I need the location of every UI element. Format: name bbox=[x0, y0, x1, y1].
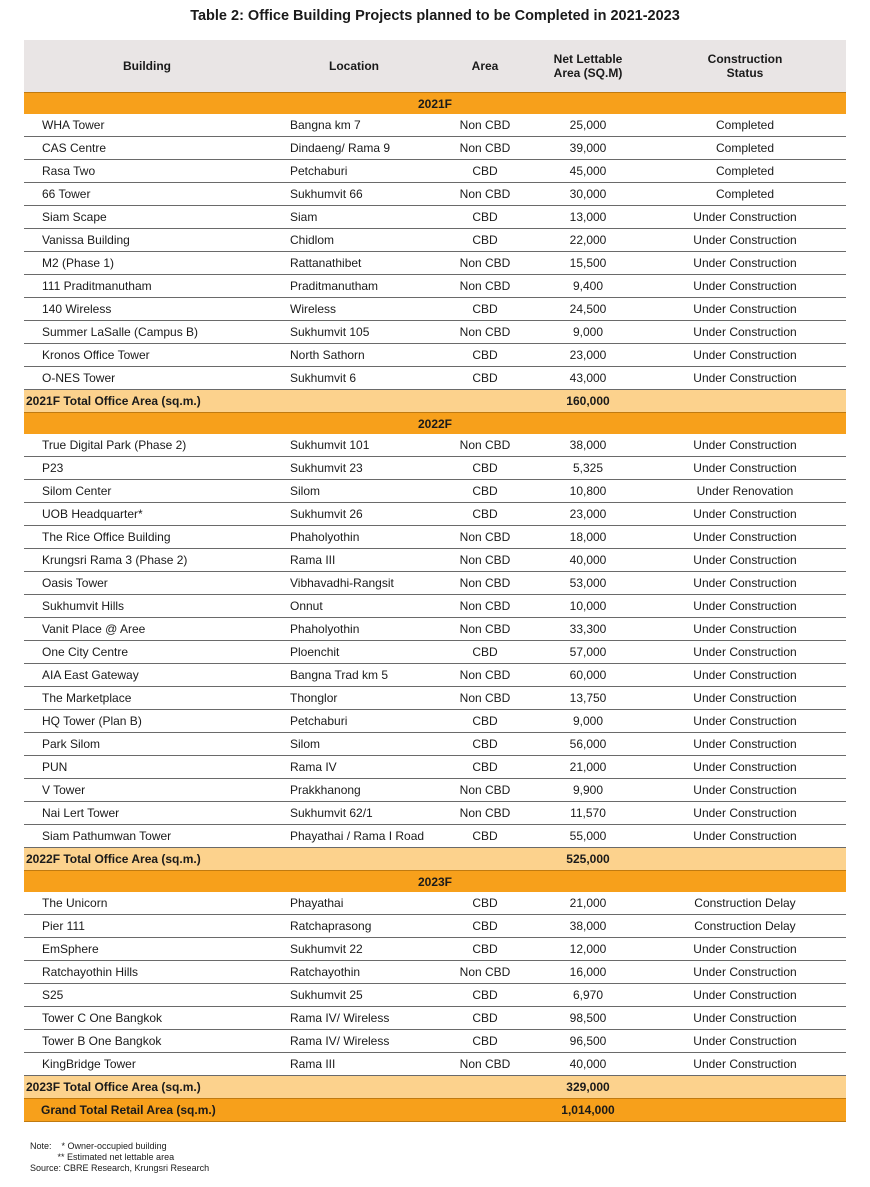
area-cell: Non CBD bbox=[438, 183, 532, 206]
total-value: 329,000 bbox=[532, 1076, 644, 1099]
year-header-row bbox=[24, 93, 846, 115]
building-cell: WHA Tower bbox=[24, 114, 270, 137]
nla-cell: 15,500 bbox=[532, 252, 644, 275]
nla-cell: 24,500 bbox=[532, 298, 644, 321]
nla-cell: 56,000 bbox=[532, 733, 644, 756]
nla-cell: 45,000 bbox=[532, 160, 644, 183]
building-cell: O-NES Tower bbox=[24, 367, 270, 390]
nla-cell: 18,000 bbox=[532, 526, 644, 549]
area-cell: CBD bbox=[438, 229, 532, 252]
area-cell: CBD bbox=[438, 480, 532, 503]
status-cell: Under Construction bbox=[644, 229, 846, 252]
nla-cell: 9,000 bbox=[532, 321, 644, 344]
table-row bbox=[24, 1030, 846, 1053]
nla-cell: 25,000 bbox=[532, 114, 644, 137]
nla-cell: 39,000 bbox=[532, 137, 644, 160]
grand-total-row bbox=[24, 1099, 846, 1122]
status-cell: Completed bbox=[644, 183, 846, 206]
total-row bbox=[24, 390, 846, 413]
status-cell: Under Construction bbox=[644, 252, 846, 275]
grand-total-label: Grand Total Retail Area (sq.m.) bbox=[24, 1099, 532, 1122]
nla-cell: 30,000 bbox=[532, 183, 644, 206]
location-cell: Wireless bbox=[270, 298, 438, 321]
table-row bbox=[24, 434, 846, 457]
location-cell: Bangna Trad km 5 bbox=[270, 664, 438, 687]
building-cell: Sukhumvit Hills bbox=[24, 595, 270, 618]
status-cell: Under Construction bbox=[644, 1053, 846, 1076]
location-cell: Sukhumvit 66 bbox=[270, 183, 438, 206]
table-row bbox=[24, 321, 846, 344]
area-cell: Non CBD bbox=[438, 1053, 532, 1076]
building-cell: S25 bbox=[24, 984, 270, 1007]
table-row bbox=[24, 618, 846, 641]
status-cell: Under Construction bbox=[644, 1030, 846, 1053]
building-cell: Ratchayothin Hills bbox=[24, 961, 270, 984]
status-cell: Under Construction bbox=[644, 549, 846, 572]
status-cell: Under Construction bbox=[644, 367, 846, 390]
building-cell: M2 (Phase 1) bbox=[24, 252, 270, 275]
area-cell: Non CBD bbox=[438, 595, 532, 618]
building-cell: KingBridge Tower bbox=[24, 1053, 270, 1076]
nla-cell: 57,000 bbox=[532, 641, 644, 664]
header-location: Location bbox=[270, 40, 438, 93]
location-cell: Sukhumvit 23 bbox=[270, 457, 438, 480]
nla-cell: 43,000 bbox=[532, 367, 644, 390]
status-cell: Under Construction bbox=[644, 984, 846, 1007]
location-cell: Rama IV bbox=[270, 756, 438, 779]
total-label: 2022F Total Office Area (sq.m.) bbox=[24, 848, 532, 871]
location-cell: Ratchaprasong bbox=[270, 915, 438, 938]
location-cell: Sukhumvit 105 bbox=[270, 321, 438, 344]
status-cell: Under Construction bbox=[644, 961, 846, 984]
year-label: 2023F bbox=[24, 871, 846, 893]
location-cell: Sukhumvit 26 bbox=[270, 503, 438, 526]
area-cell: Non CBD bbox=[438, 434, 532, 457]
nla-cell: 23,000 bbox=[532, 503, 644, 526]
area-cell: CBD bbox=[438, 1007, 532, 1030]
table-row bbox=[24, 480, 846, 503]
area-cell: CBD bbox=[438, 756, 532, 779]
table-row bbox=[24, 1007, 846, 1030]
header-status-line1: Construction bbox=[707, 52, 783, 66]
note-owner-occupied: Note: * Owner-occupied building bbox=[30, 1141, 167, 1151]
status-cell: Under Construction bbox=[644, 664, 846, 687]
location-cell: Prakkhanong bbox=[270, 779, 438, 802]
area-cell: CBD bbox=[438, 1030, 532, 1053]
note-estimated-nla: ** Estimated net lettable area bbox=[30, 1152, 175, 1162]
table-row bbox=[24, 526, 846, 549]
location-cell: Sukhumvit 22 bbox=[270, 938, 438, 961]
building-cell: Vanissa Building bbox=[24, 229, 270, 252]
nla-cell: 40,000 bbox=[532, 1053, 644, 1076]
nla-cell: 55,000 bbox=[532, 825, 644, 848]
header-net-lettable-area bbox=[532, 40, 644, 93]
building-cell: Vanit Place @ Aree bbox=[24, 618, 270, 641]
area-cell: CBD bbox=[438, 367, 532, 390]
building-cell: HQ Tower (Plan B) bbox=[24, 710, 270, 733]
table-row bbox=[24, 344, 846, 367]
building-cell: True Digital Park (Phase 2) bbox=[24, 434, 270, 457]
area-cell: Non CBD bbox=[438, 779, 532, 802]
area-cell: Non CBD bbox=[438, 802, 532, 825]
building-cell: Summer LaSalle (Campus B) bbox=[24, 321, 270, 344]
nla-cell: 9,000 bbox=[532, 710, 644, 733]
area-cell: CBD bbox=[438, 298, 532, 321]
source-line: Source: CBRE Research, Krungsri Research bbox=[30, 1163, 210, 1173]
nla-cell: 5,325 bbox=[532, 457, 644, 480]
table-row bbox=[24, 367, 846, 390]
location-cell: Sukhumvit 101 bbox=[270, 434, 438, 457]
year-header-row bbox=[24, 871, 846, 893]
status-cell: Under Construction bbox=[644, 733, 846, 756]
status-cell: Under Construction bbox=[644, 618, 846, 641]
status-cell: Under Construction bbox=[644, 434, 846, 457]
building-cell: UOB Headquarter* bbox=[24, 503, 270, 526]
area-cell: Non CBD bbox=[438, 664, 532, 687]
nla-cell: 16,000 bbox=[532, 961, 644, 984]
building-cell: The Marketplace bbox=[24, 687, 270, 710]
building-cell: Pier 111 bbox=[24, 915, 270, 938]
header-building: Building bbox=[24, 40, 270, 93]
table-row bbox=[24, 114, 846, 137]
location-cell: Petchaburi bbox=[270, 160, 438, 183]
table-row bbox=[24, 802, 846, 825]
status-cell: Under Construction bbox=[644, 572, 846, 595]
status-cell: Under Construction bbox=[644, 756, 846, 779]
location-cell: Onnut bbox=[270, 595, 438, 618]
nla-cell: 98,500 bbox=[532, 1007, 644, 1030]
location-cell: Sukhumvit 25 bbox=[270, 984, 438, 1007]
nla-cell: 21,000 bbox=[532, 756, 644, 779]
table-row bbox=[24, 733, 846, 756]
building-cell: Krungsri Rama 3 (Phase 2) bbox=[24, 549, 270, 572]
nla-cell: 9,400 bbox=[532, 275, 644, 298]
building-cell: P23 bbox=[24, 457, 270, 480]
header-construction-status bbox=[644, 40, 846, 93]
area-cell: Non CBD bbox=[438, 114, 532, 137]
building-cell: The Rice Office Building bbox=[24, 526, 270, 549]
building-cell: CAS Centre bbox=[24, 137, 270, 160]
office-projects-table bbox=[24, 40, 846, 1122]
status-cell: Under Construction bbox=[644, 321, 846, 344]
status-cell: Completed bbox=[644, 114, 846, 137]
nla-cell: 96,500 bbox=[532, 1030, 644, 1053]
table-row bbox=[24, 825, 846, 848]
table-row bbox=[24, 915, 846, 938]
status-cell: Under Construction bbox=[644, 275, 846, 298]
area-cell: Non CBD bbox=[438, 687, 532, 710]
location-cell: Phayathai / Rama I Road bbox=[270, 825, 438, 848]
table-row bbox=[24, 961, 846, 984]
status-cell: Under Construction bbox=[644, 595, 846, 618]
table-row bbox=[24, 183, 846, 206]
location-cell: Dindaeng/ Rama 9 bbox=[270, 137, 438, 160]
status-cell: Under Construction bbox=[644, 298, 846, 321]
building-cell: Tower B One Bangkok bbox=[24, 1030, 270, 1053]
total-label: 2023F Total Office Area (sq.m.) bbox=[24, 1076, 532, 1099]
location-cell: Siam bbox=[270, 206, 438, 229]
table-row bbox=[24, 160, 846, 183]
total-empty bbox=[644, 1076, 846, 1099]
area-cell: CBD bbox=[438, 710, 532, 733]
location-cell: Chidlom bbox=[270, 229, 438, 252]
nla-cell: 11,570 bbox=[532, 802, 644, 825]
location-cell: Phaholyothin bbox=[270, 526, 438, 549]
table-row bbox=[24, 275, 846, 298]
status-cell: Under Construction bbox=[644, 1007, 846, 1030]
header-status-line2: Status bbox=[726, 66, 764, 80]
location-cell: Rama III bbox=[270, 1053, 438, 1076]
table-row bbox=[24, 710, 846, 733]
area-cell: CBD bbox=[438, 825, 532, 848]
location-cell: Ploenchit bbox=[270, 641, 438, 664]
status-cell: Under Construction bbox=[644, 687, 846, 710]
total-empty bbox=[644, 848, 846, 871]
building-cell: 66 Tower bbox=[24, 183, 270, 206]
area-cell: CBD bbox=[438, 938, 532, 961]
table-row bbox=[24, 252, 846, 275]
nla-cell: 21,000 bbox=[532, 892, 644, 915]
area-cell: CBD bbox=[438, 503, 532, 526]
location-cell: Rattanathibet bbox=[270, 252, 438, 275]
area-cell: CBD bbox=[438, 641, 532, 664]
area-cell: CBD bbox=[438, 160, 532, 183]
area-cell: Non CBD bbox=[438, 526, 532, 549]
building-cell: Kronos Office Tower bbox=[24, 344, 270, 367]
location-cell: Rama III bbox=[270, 549, 438, 572]
status-cell: Under Construction bbox=[644, 641, 846, 664]
building-cell: The Unicorn bbox=[24, 892, 270, 915]
status-cell: Under Renovation bbox=[644, 480, 846, 503]
grand-total-value: 1,014,000 bbox=[532, 1099, 644, 1122]
location-cell: Silom bbox=[270, 733, 438, 756]
area-cell: CBD bbox=[438, 206, 532, 229]
table-row bbox=[24, 229, 846, 252]
location-cell: North Sathorn bbox=[270, 344, 438, 367]
grand-total-empty bbox=[644, 1099, 846, 1122]
status-cell: Construction Delay bbox=[644, 892, 846, 915]
status-cell: Under Construction bbox=[644, 710, 846, 733]
status-cell: Under Construction bbox=[644, 802, 846, 825]
area-cell: CBD bbox=[438, 733, 532, 756]
building-cell: 111 Praditmanutham bbox=[24, 275, 270, 298]
location-cell: Phaholyothin bbox=[270, 618, 438, 641]
area-cell: CBD bbox=[438, 892, 532, 915]
table-row bbox=[24, 756, 846, 779]
building-cell: Silom Center bbox=[24, 480, 270, 503]
table-row bbox=[24, 503, 846, 526]
total-value: 525,000 bbox=[532, 848, 644, 871]
nla-cell: 23,000 bbox=[532, 344, 644, 367]
location-cell: Vibhavadhi-Rangsit bbox=[270, 572, 438, 595]
location-cell: Silom bbox=[270, 480, 438, 503]
area-cell: CBD bbox=[438, 344, 532, 367]
area-cell: Non CBD bbox=[438, 618, 532, 641]
status-cell: Under Construction bbox=[644, 206, 846, 229]
table-row bbox=[24, 206, 846, 229]
table-row bbox=[24, 984, 846, 1007]
building-cell: Tower C One Bangkok bbox=[24, 1007, 270, 1030]
nla-cell: 40,000 bbox=[532, 549, 644, 572]
table-row bbox=[24, 572, 846, 595]
building-cell: Oasis Tower bbox=[24, 572, 270, 595]
area-cell: CBD bbox=[438, 984, 532, 1007]
building-cell: Nai Lert Tower bbox=[24, 802, 270, 825]
table-row bbox=[24, 938, 846, 961]
building-cell: One City Centre bbox=[24, 641, 270, 664]
building-cell: PUN bbox=[24, 756, 270, 779]
building-cell: 140 Wireless bbox=[24, 298, 270, 321]
building-cell: V Tower bbox=[24, 779, 270, 802]
year-label: 2021F bbox=[24, 93, 846, 115]
nla-cell: 12,000 bbox=[532, 938, 644, 961]
total-label: 2021F Total Office Area (sq.m.) bbox=[24, 390, 532, 413]
table-row bbox=[24, 595, 846, 618]
nla-cell: 38,000 bbox=[532, 915, 644, 938]
nla-cell: 53,000 bbox=[532, 572, 644, 595]
footnotes bbox=[30, 1141, 209, 1174]
location-cell: Sukhumvit 62/1 bbox=[270, 802, 438, 825]
total-row bbox=[24, 848, 846, 871]
location-cell: Praditmanutham bbox=[270, 275, 438, 298]
location-cell: Rama IV/ Wireless bbox=[270, 1007, 438, 1030]
nla-cell: 10,000 bbox=[532, 595, 644, 618]
status-cell: Completed bbox=[644, 160, 846, 183]
header-row bbox=[24, 40, 846, 93]
location-cell: Phayathai bbox=[270, 892, 438, 915]
table-row bbox=[24, 641, 846, 664]
header-nla-line1: Net Lettable bbox=[553, 52, 623, 66]
nla-cell: 9,900 bbox=[532, 779, 644, 802]
status-cell: Under Construction bbox=[644, 825, 846, 848]
nla-cell: 33,300 bbox=[532, 618, 644, 641]
status-cell: Under Construction bbox=[644, 779, 846, 802]
table-row bbox=[24, 549, 846, 572]
nla-cell: 22,000 bbox=[532, 229, 644, 252]
header-nla-line2: Area (SQ.M) bbox=[553, 66, 623, 80]
location-cell: Rama IV/ Wireless bbox=[270, 1030, 438, 1053]
total-empty bbox=[644, 390, 846, 413]
area-cell: Non CBD bbox=[438, 275, 532, 298]
status-cell: Under Construction bbox=[644, 938, 846, 961]
building-cell: EmSphere bbox=[24, 938, 270, 961]
table-row bbox=[24, 457, 846, 480]
status-cell: Under Construction bbox=[644, 457, 846, 480]
status-cell: Under Construction bbox=[644, 344, 846, 367]
nla-cell: 60,000 bbox=[532, 664, 644, 687]
table-row bbox=[24, 1053, 846, 1076]
building-cell: AIA East Gateway bbox=[24, 664, 270, 687]
building-cell: Siam Scape bbox=[24, 206, 270, 229]
table-row bbox=[24, 664, 846, 687]
nla-cell: 6,970 bbox=[532, 984, 644, 1007]
area-cell: Non CBD bbox=[438, 549, 532, 572]
area-cell: Non CBD bbox=[438, 572, 532, 595]
year-label: 2022F bbox=[24, 413, 846, 435]
table-row bbox=[24, 687, 846, 710]
location-cell: Sukhumvit 6 bbox=[270, 367, 438, 390]
table-title: Table 2: Office Building Projects planned to be Completed in 2021-2023 bbox=[190, 8, 680, 24]
table-row bbox=[24, 779, 846, 802]
area-cell: Non CBD bbox=[438, 321, 532, 344]
nla-cell: 13,000 bbox=[532, 206, 644, 229]
nla-cell: 13,750 bbox=[532, 687, 644, 710]
building-cell: Siam Pathumwan Tower bbox=[24, 825, 270, 848]
building-cell: Park Silom bbox=[24, 733, 270, 756]
location-cell: Thonglor bbox=[270, 687, 438, 710]
nla-cell: 38,000 bbox=[532, 434, 644, 457]
area-cell: CBD bbox=[438, 457, 532, 480]
location-cell: Ratchayothin bbox=[270, 961, 438, 984]
status-cell: Under Construction bbox=[644, 526, 846, 549]
header-area: Area bbox=[438, 40, 532, 93]
area-cell: CBD bbox=[438, 915, 532, 938]
table-row bbox=[24, 892, 846, 915]
area-cell: Non CBD bbox=[438, 137, 532, 160]
total-value: 160,000 bbox=[532, 390, 644, 413]
location-cell: Bangna km 7 bbox=[270, 114, 438, 137]
total-row bbox=[24, 1076, 846, 1099]
year-header-row bbox=[24, 413, 846, 435]
status-cell: Under Construction bbox=[644, 503, 846, 526]
area-cell: Non CBD bbox=[438, 252, 532, 275]
table-row bbox=[24, 298, 846, 321]
area-cell: Non CBD bbox=[438, 961, 532, 984]
table-row bbox=[24, 137, 846, 160]
status-cell: Completed bbox=[644, 137, 846, 160]
status-cell: Construction Delay bbox=[644, 915, 846, 938]
building-cell: Rasa Two bbox=[24, 160, 270, 183]
location-cell: Petchaburi bbox=[270, 710, 438, 733]
nla-cell: 10,800 bbox=[532, 480, 644, 503]
